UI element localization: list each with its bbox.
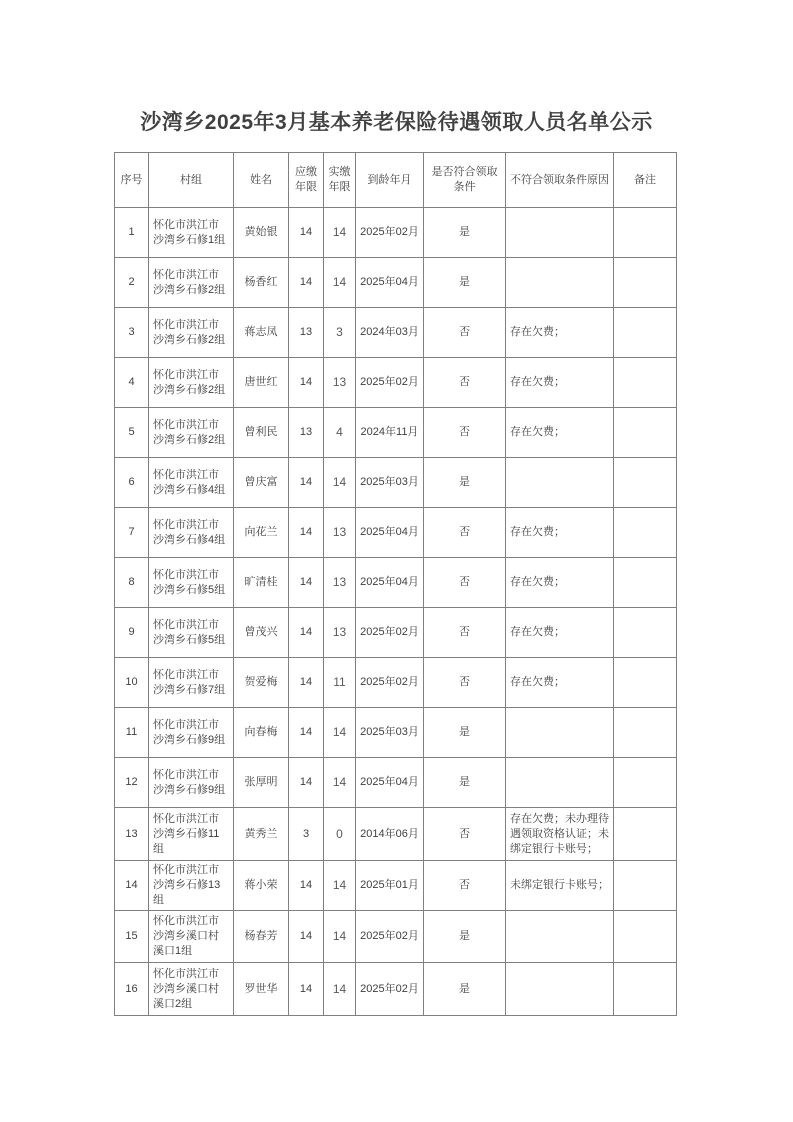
cell-eligible (424, 308, 506, 358)
cell-village (149, 558, 234, 608)
cell-name (234, 608, 289, 658)
cell-years-paid (324, 658, 356, 708)
cell-text: 存在欠费； (510, 326, 565, 338)
cell-age-date (356, 658, 424, 708)
cell-seq (115, 963, 149, 1016)
cell-age-date (356, 808, 424, 861)
cell-text: 14 (299, 726, 313, 738)
cell-text: 存在欠费；未办理待遇领取资格认证；未绑定银行卡账号； (510, 812, 609, 855)
cell-name (234, 508, 289, 558)
column-header-reason: 不符合领取条件原因 (506, 153, 614, 208)
cell-text: 6 (128, 476, 135, 488)
column-header-age-date: 到龄年月 (356, 153, 424, 208)
cell-text: 2025年02月 (360, 676, 419, 688)
cell-years-paid (324, 861, 356, 911)
cell-years-paid (324, 408, 356, 458)
cell-reason (506, 358, 614, 408)
cell-eligible (424, 963, 506, 1016)
cell-years-paid (324, 508, 356, 558)
cell-eligible (424, 458, 506, 508)
cell-seq (115, 808, 149, 861)
cell-seq (115, 911, 149, 963)
cell-name (234, 758, 289, 808)
cell-text: 怀化市洪江市沙湾乡石修2组 (153, 418, 226, 446)
cell-village (149, 658, 234, 708)
cell-text: 唐世红 (244, 376, 278, 388)
cell-name (234, 458, 289, 508)
cell-years-paid (324, 208, 356, 258)
cell-text: 向花兰 (244, 526, 278, 538)
cell-text: 13 (125, 827, 138, 840)
cell-text: 否 (459, 326, 470, 338)
cell-text: 存在欠费； (510, 626, 565, 638)
cell-text: 13 (332, 525, 347, 539)
table-row (115, 508, 677, 558)
table-row (115, 408, 677, 458)
cell-reason (506, 808, 614, 861)
cell-years-due (289, 911, 324, 963)
table-row (115, 861, 677, 911)
cell-seq (115, 508, 149, 558)
cell-text: 是 (459, 776, 470, 788)
cell-reason (506, 911, 614, 963)
cell-text: 11 (125, 726, 138, 738)
cell-note (614, 708, 677, 758)
cell-text: 2025年04月 (360, 776, 419, 788)
cell-seq (115, 208, 149, 258)
cell-text: 存在欠费； (510, 576, 565, 588)
cell-note (614, 608, 677, 658)
cell-age-date (356, 608, 424, 658)
table-row (115, 208, 677, 258)
cell-reason (506, 861, 614, 911)
cell-text: 5 (128, 426, 135, 438)
cell-text: 曾茂兴 (244, 626, 278, 638)
cell-years-paid (324, 308, 356, 358)
cell-years-due (289, 208, 324, 258)
cell-age-date (356, 208, 424, 258)
cell-text: 怀化市洪江市沙湾乡石修7组 (153, 668, 226, 696)
cell-village (149, 408, 234, 458)
cell-eligible (424, 208, 506, 258)
cell-text: 是 (459, 476, 470, 488)
cell-village (149, 308, 234, 358)
cell-age-date (356, 708, 424, 758)
cell-text: 罗世华 (244, 982, 278, 995)
column-header-seq: 序号 (115, 153, 149, 208)
table-row (115, 963, 677, 1016)
cell-text: 未绑定银行卡账号； (510, 879, 609, 891)
cell-age-date (356, 911, 424, 963)
cell-text: 怀化市洪江市沙湾乡石修2组 (153, 268, 226, 296)
cell-age-date (356, 408, 424, 458)
cell-name (234, 963, 289, 1016)
cell-text: 14 (299, 276, 313, 288)
cell-text: 张厚明 (244, 776, 278, 788)
cell-name (234, 308, 289, 358)
cell-text: 黄始银 (244, 226, 278, 238)
cell-age-date (356, 458, 424, 508)
cell-years-paid (324, 808, 356, 861)
cell-seq (115, 358, 149, 408)
cell-text: 3 (336, 325, 343, 339)
cell-reason (506, 963, 614, 1016)
table-body (115, 208, 677, 1016)
cell-eligible (424, 258, 506, 308)
column-header-name: 姓名 (234, 153, 289, 208)
cell-years-due (289, 458, 324, 508)
cell-text: 否 (459, 676, 470, 688)
cell-reason (506, 608, 614, 658)
cell-text: 14 (299, 526, 313, 538)
table-row (115, 558, 677, 608)
cell-village (149, 358, 234, 408)
cell-reason (506, 758, 614, 808)
cell-years-paid (324, 708, 356, 758)
cell-text: 向春梅 (244, 726, 278, 738)
cell-note (614, 508, 677, 558)
cell-text: 3 (128, 326, 135, 338)
cell-age-date (356, 258, 424, 308)
cell-text: 14 (299, 879, 313, 891)
cell-name (234, 911, 289, 963)
cell-text: 怀化市洪江市沙湾乡石修4组 (153, 468, 226, 496)
cell-seq (115, 308, 149, 358)
cell-reason (506, 508, 614, 558)
cell-text: 杨春芳 (244, 930, 278, 942)
cell-age-date (356, 861, 424, 911)
cell-text: 否 (459, 576, 470, 588)
cell-text: 2024年03月 (360, 326, 419, 338)
cell-text: 2025年04月 (360, 576, 419, 588)
cell-text: 否 (459, 879, 470, 891)
cell-text: 是 (459, 726, 470, 738)
cell-text: 14 (299, 476, 313, 488)
cell-text: 贺爱梅 (244, 676, 278, 688)
cell-text: 14 (332, 275, 347, 289)
cell-reason (506, 658, 614, 708)
cell-note (614, 208, 677, 258)
cell-note (614, 808, 677, 861)
cell-years-due (289, 258, 324, 308)
cell-village (149, 808, 234, 861)
cell-text: 怀化市洪江市沙湾乡石修5组 (153, 568, 226, 596)
cell-reason (506, 308, 614, 358)
cell-reason (506, 458, 614, 508)
cell-years-due (289, 758, 324, 808)
cell-text: 13 (332, 625, 347, 639)
cell-text: 否 (459, 526, 470, 538)
table-row (115, 458, 677, 508)
cell-text: 怀化市洪江市沙湾乡石修11组 (153, 812, 220, 855)
cell-text: 2025年03月 (360, 476, 419, 488)
cell-text: 蒋小荣 (244, 879, 278, 891)
cell-village (149, 208, 234, 258)
cell-text: 怀化市洪江市沙湾乡石修5组 (153, 618, 226, 646)
cell-text: 3 (302, 827, 310, 840)
cell-text: 8 (128, 576, 135, 588)
cell-text: 9 (128, 626, 135, 638)
cell-note (614, 963, 677, 1016)
cell-name (234, 208, 289, 258)
cell-text: 蒋志凤 (244, 326, 278, 338)
cell-village (149, 708, 234, 758)
cell-text: 2025年02月 (360, 982, 419, 995)
cell-text: 13 (299, 426, 313, 438)
cell-years-paid (324, 911, 356, 963)
cell-text: 13 (332, 375, 347, 389)
cell-text: 13 (332, 575, 347, 589)
cell-text: 2014年06月 (360, 827, 419, 840)
cell-years-paid (324, 963, 356, 1016)
cell-text: 0 (336, 826, 343, 841)
cell-text: 否 (459, 827, 470, 840)
cell-text: 2025年02月 (360, 626, 419, 638)
cell-text: 14 (332, 225, 347, 239)
cell-name (234, 708, 289, 758)
cell-text: 2024年11月 (360, 426, 419, 438)
table-row (115, 758, 677, 808)
cell-village (149, 963, 234, 1016)
cell-village (149, 258, 234, 308)
cell-age-date (356, 358, 424, 408)
cell-text: 14 (299, 776, 313, 788)
cell-text: 否 (459, 626, 470, 638)
cell-text: 4 (336, 425, 343, 439)
cell-text: 14 (332, 475, 347, 489)
cell-text: 2025年02月 (360, 376, 419, 388)
cell-text: 14 (299, 376, 313, 388)
cell-text: 2025年01月 (360, 879, 419, 891)
cell-reason (506, 208, 614, 258)
cell-note (614, 658, 677, 708)
cell-years-paid (324, 608, 356, 658)
cell-name (234, 658, 289, 708)
cell-name (234, 408, 289, 458)
table-row (115, 708, 677, 758)
cell-seq (115, 758, 149, 808)
cell-note (614, 758, 677, 808)
table-header (115, 153, 677, 208)
cell-years-due (289, 308, 324, 358)
cell-name (234, 861, 289, 911)
cell-village (149, 458, 234, 508)
cell-text: 2025年04月 (360, 526, 419, 538)
cell-reason (506, 558, 614, 608)
cell-text: 存在欠费； (510, 676, 565, 688)
cell-text: 曾庆富 (244, 476, 278, 488)
pension-roster-table (114, 152, 677, 1016)
cell-seq (115, 258, 149, 308)
cell-text: 怀化市洪江市沙湾乡溪口村溪口1组 (153, 915, 219, 957)
column-header-eligible: 是否符合领取条件 (424, 153, 506, 208)
cell-text: 14 (332, 929, 347, 943)
cell-age-date (356, 963, 424, 1016)
cell-text: 2025年03月 (360, 726, 419, 738)
cell-village (149, 861, 234, 911)
cell-years-paid (324, 458, 356, 508)
cell-seq (115, 608, 149, 658)
cell-note (614, 258, 677, 308)
cell-text: 否 (459, 376, 470, 388)
cell-text: 11 (333, 675, 346, 689)
table-row (115, 658, 677, 708)
cell-text: 怀化市洪江市沙湾乡石修9组 (153, 768, 226, 796)
cell-text: 4 (128, 376, 135, 388)
cell-text: 黄秀兰 (244, 827, 278, 840)
cell-text: 16 (125, 982, 138, 995)
cell-note (614, 458, 677, 508)
cell-text: 12 (125, 776, 138, 788)
cell-note (614, 861, 677, 911)
cell-text: 存在欠费； (510, 376, 565, 388)
cell-text: 存在欠费； (510, 426, 565, 438)
cell-text: 2025年02月 (360, 226, 419, 238)
cell-reason (506, 708, 614, 758)
cell-years-paid (324, 258, 356, 308)
cell-text: 旷清桂 (244, 576, 278, 588)
cell-text: 怀化市洪江市沙湾乡石修13组 (153, 864, 221, 906)
cell-text: 1 (128, 226, 135, 238)
cell-text: 是 (459, 226, 470, 238)
cell-text: 存在欠费； (510, 526, 565, 538)
cell-seq (115, 408, 149, 458)
cell-eligible (424, 708, 506, 758)
cell-years-due (289, 861, 324, 911)
cell-text: 13 (299, 326, 313, 338)
cell-text: 2 (128, 276, 135, 288)
cell-eligible (424, 408, 506, 458)
cell-seq (115, 708, 149, 758)
cell-note (614, 558, 677, 608)
cell-reason (506, 408, 614, 458)
cell-text: 14 (125, 879, 138, 891)
table-row (115, 258, 677, 308)
cell-reason (506, 258, 614, 308)
column-header-years-paid: 实缴年限 (324, 153, 356, 208)
cell-village (149, 911, 234, 963)
cell-age-date (356, 758, 424, 808)
cell-seq (115, 658, 149, 708)
cell-years-due (289, 408, 324, 458)
table-row (115, 358, 677, 408)
cell-years-due (289, 708, 324, 758)
table-row (115, 911, 677, 963)
cell-eligible (424, 508, 506, 558)
cell-text: 14 (332, 725, 347, 739)
cell-age-date (356, 508, 424, 558)
cell-years-due (289, 358, 324, 408)
cell-text: 15 (125, 930, 138, 942)
cell-text: 14 (332, 775, 347, 789)
cell-text: 10 (125, 676, 138, 688)
cell-years-paid (324, 558, 356, 608)
cell-years-paid (324, 358, 356, 408)
cell-eligible (424, 758, 506, 808)
cell-text: 14 (332, 981, 347, 996)
cell-eligible (424, 358, 506, 408)
cell-text: 14 (299, 226, 313, 238)
cell-text: 怀化市洪江市沙湾乡石修4组 (153, 518, 226, 546)
header-row (115, 153, 677, 208)
cell-years-due (289, 508, 324, 558)
cell-age-date (356, 308, 424, 358)
cell-name (234, 808, 289, 861)
cell-seq (115, 558, 149, 608)
cell-name (234, 358, 289, 408)
table-row (115, 608, 677, 658)
cell-text: 怀化市洪江市沙湾乡石修2组 (153, 368, 226, 396)
cell-years-due (289, 658, 324, 708)
cell-text: 怀化市洪江市沙湾乡溪口村溪口2组 (153, 967, 219, 1010)
table-row (115, 308, 677, 358)
cell-years-due (289, 558, 324, 608)
cell-seq (115, 861, 149, 911)
cell-text: 14 (299, 930, 313, 942)
cell-eligible (424, 608, 506, 658)
cell-note (614, 408, 677, 458)
cell-text: 7 (128, 526, 135, 538)
cell-text: 14 (332, 878, 347, 892)
cell-text: 2025年04月 (360, 276, 419, 288)
cell-text: 14 (299, 576, 313, 588)
cell-eligible (424, 558, 506, 608)
cell-age-date (356, 558, 424, 608)
cell-village (149, 508, 234, 558)
cell-seq (115, 458, 149, 508)
cell-text: 怀化市洪江市沙湾乡石修1组 (153, 218, 226, 246)
cell-text: 是 (459, 276, 470, 288)
cell-name (234, 258, 289, 308)
cell-years-paid (324, 758, 356, 808)
cell-village (149, 608, 234, 658)
cell-text: 否 (459, 426, 470, 438)
cell-text: 是 (459, 930, 470, 942)
cell-text: 14 (299, 676, 313, 688)
cell-village (149, 758, 234, 808)
cell-years-due (289, 608, 324, 658)
cell-text: 怀化市洪江市沙湾乡石修9组 (153, 718, 226, 746)
cell-eligible (424, 658, 506, 708)
table-row (115, 808, 677, 861)
column-header-years-due: 应缴年限 (289, 153, 324, 208)
cell-years-due (289, 808, 324, 861)
cell-note (614, 911, 677, 963)
cell-text: 是 (459, 982, 470, 995)
page-title: 沙湾乡2025年3月基本养老保险待遇领取人员名单公示 (140, 111, 653, 134)
cell-years-due (289, 963, 324, 1016)
cell-eligible (424, 911, 506, 963)
cell-text: 曾利民 (244, 426, 278, 438)
column-header-village: 村组 (149, 153, 234, 208)
cell-name (234, 558, 289, 608)
column-header-note: 备注 (614, 153, 677, 208)
cell-text: 怀化市洪江市沙湾乡石修2组 (153, 318, 226, 346)
cell-eligible (424, 861, 506, 911)
cell-note (614, 308, 677, 358)
cell-text: 14 (299, 626, 313, 638)
cell-note (614, 358, 677, 408)
cell-eligible (424, 808, 506, 861)
cell-text: 14 (299, 982, 313, 995)
cell-text: 2025年02月 (360, 930, 419, 942)
cell-text: 杨香红 (244, 276, 278, 288)
